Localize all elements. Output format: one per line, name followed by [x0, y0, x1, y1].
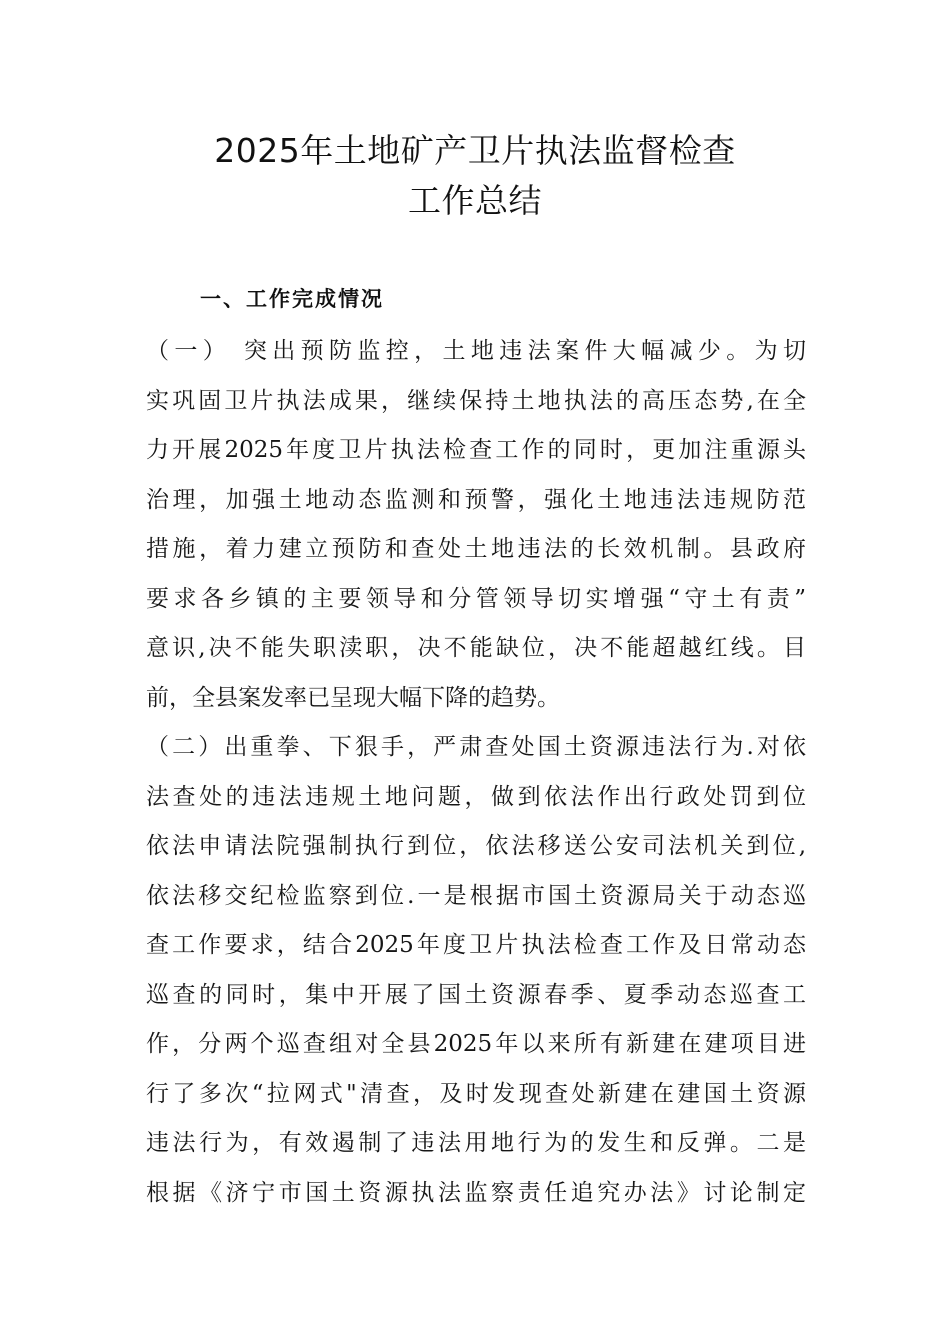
paragraph-line: 违法行为，有效遏制了违法用地行为的发生和反弹。二是 — [146, 1130, 806, 1156]
paragraph-line: 查工作要求，结合2025年度卫片执法检查工作及日常动态 — [146, 932, 806, 958]
paragraph-line: 行了多次“拉网式"清查，及时发现查处新建在建国土资源 — [146, 1080, 806, 1107]
paragraph-line: 依法申请法院强制执行到位，依法移送公安司法机关到位, — [146, 833, 806, 859]
paragraph-line: 巡查的同时，集中开展了国土资源春季、夏季动态巡查工 — [146, 981, 806, 1008]
paragraph-line: 实巩固卫片执法成果，继续保持土地执法的高压态势,在全 — [146, 387, 806, 414]
section-heading: 一、工作完成情况 — [200, 287, 384, 311]
paragraph-line: （一） 突出预防监控，土地违法案件大幅减少。为切 — [146, 338, 806, 364]
paragraph-line: 作，分两个巡查组对全县2025年以来所有新建在建项目进 — [146, 1031, 806, 1057]
document-title-line-2: 工作总结 — [408, 181, 542, 220]
paragraph-line: 措施，着力建立预防和查处土地违法的长效机制。县政府 — [146, 536, 806, 562]
paragraph-2 — [146, 723, 806, 1218]
document-title-line-1: 2025年土地矿产卫片执法监督检查 — [214, 131, 736, 170]
paragraph-line: 意识,决不能失职渎职，决不能缺位，决不能超越红线。目 — [146, 635, 806, 661]
paragraph-1 — [146, 327, 806, 723]
paragraph-line: 法查处的违法违规土地问题，做到依法作出行政处罚到位 — [146, 783, 806, 810]
paragraph-line: 前，全县案发率已呈现大幅下降的趋势。 — [146, 684, 560, 711]
paragraph-line: 根据《济宁市国土资源执法监察责任追究办法》讨论制定 — [146, 1179, 806, 1206]
paragraph-line: 要求各乡镇的主要领导和分管领导切实增强“守土有责” — [146, 585, 806, 612]
paragraph-line: 治理，加强土地动态监测和预警，强化土地违法违规防范 — [146, 486, 806, 513]
paragraph-line: 力开展2025年度卫片执法检查工作的同时，更加注重源头 — [146, 437, 806, 463]
paragraph-line: （二）出重拳、下狠手，严肃查处国土资源违法行为.对依 — [146, 734, 806, 760]
paragraph-line: 依法移交纪检监察到位.一是根据市国土资源局关于动态巡 — [146, 882, 806, 909]
